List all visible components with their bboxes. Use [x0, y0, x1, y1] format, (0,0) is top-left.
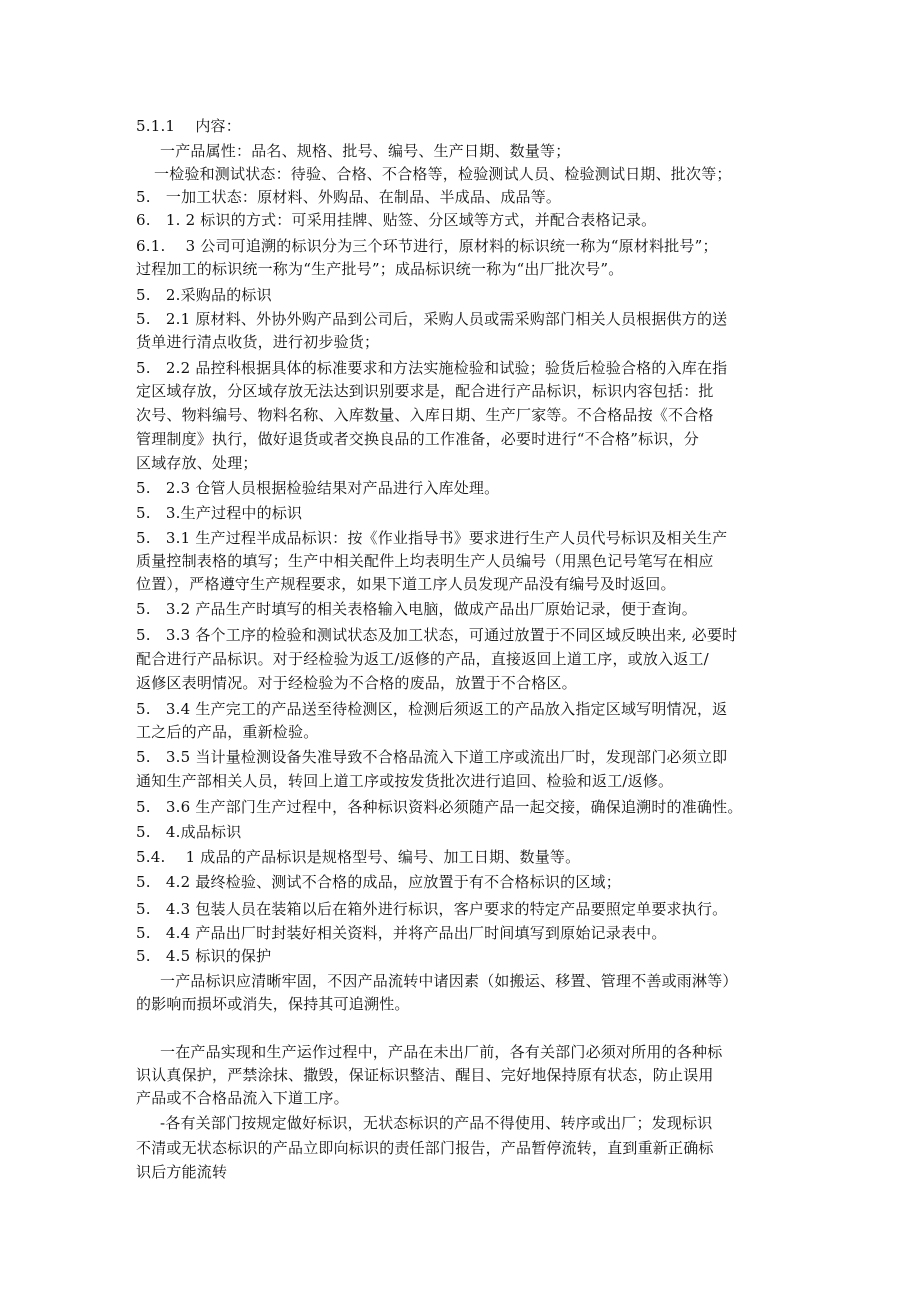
section-heading-5-4: 5. 4.成品标识 — [136, 823, 242, 841]
paragraph-line: 5. 3.6 生产部门生产过程中，各种标识资料必须随产品一起交接，确保追溯时的准确性。 — [136, 798, 743, 816]
paragraph-line: 5. 3.4 生产完工的产品送至待检测区，检测后须返工的产品放入指定区域写明情况，返 — [136, 700, 728, 718]
paragraph-line: 质量控制表格的填写；生产中相关配件上均表明生产人员编号（用黑色记号笔写在相应 — [136, 552, 714, 570]
paragraph-line: 区域存放、处理； — [136, 454, 258, 472]
paragraph-line: 定区域存放，分区域存放无法达到识别要求是，配合进行产品标识，标识内容包括：批 — [136, 382, 714, 400]
section-heading-5-1-1: 5.1.1 内容： — [136, 117, 241, 135]
paragraph-line: 一在产品实现和生产运作过程中，产品在未出厂前，各有关部门必须对所用的各种标 — [160, 1043, 723, 1061]
section-heading-5-3: 5. 3.生产过程中的标识 — [136, 504, 303, 522]
paragraph-line: 工之后的产品，重新检验。 — [136, 723, 319, 741]
paragraph-line: 5.4. 1 成品的产品标识是规格型号、编号、加工日期、数量等。 — [136, 848, 581, 866]
paragraph-line: 配合进行产品标识。对于经检验为返工/返修的产品，直接返回上道工序，或放入返工/ — [136, 650, 709, 668]
paragraph-line: 5. 2.1 原材料、外协外购产品到公司后，采购人员或需采购部门相关人员根据供方的送 — [136, 310, 728, 328]
paragraph-line: 产品或不合格品流入下道工序。 — [136, 1089, 349, 1107]
paragraph-line: 5. 4.3 包装人员在装箱以后在箱外进行标识，客户要求的特定产品要照定单要求执行。 — [136, 900, 728, 918]
paragraph-line: 识后方能流转 — [136, 1163, 228, 1181]
paragraph-line: 一检验和测试状态：待验、合格、不合格等，检验测试人员、检验测试日期、批次等； — [154, 165, 732, 183]
paragraph-line: 位置），严格遵守生产规程要求，如果下道工序人员发现产品没有编号及时返回。 — [136, 575, 676, 593]
paragraph-line: 5. 4.4 产品出厂时封装好相关资料，并将产品出厂时间填写到原始记录表中。 — [136, 924, 667, 942]
paragraph-line: 识认真保护，严禁涂抹、撒毁，保证标识整洁、醒目、完好地保持原有状态，防止误用 — [136, 1066, 714, 1084]
paragraph-line: 货单进行清点收货，进行初步验货； — [136, 333, 380, 351]
paragraph-line: 5. 一加工状态：原材料、外购品、在制品、半成品、成品等。 — [136, 188, 562, 206]
paragraph-line: 5. 3.2 产品生产时填写的相关表格输入电脑，做成产品出厂原始记录，便于查询。 — [136, 600, 697, 618]
paragraph-line: 过程加工的标识统一称为“生产批号”；成品标识统一称为“出厂批次号”。 — [136, 260, 624, 278]
paragraph-line: 返修区表明情况。对于经检验为不合格的废品，放置于不合格区。 — [136, 674, 577, 692]
paragraph-line: 管理制度》执行，做好退货或者交换良品的工作准备，必要时进行“不合格”标识，分 — [136, 430, 699, 448]
paragraph-line: 6. 1. 2 标识的方式：可采用挂牌、贴签、分区域等方式，并配合表格记录。 — [136, 211, 657, 229]
paragraph-line: 5. 3.1 生产过程半成品标识：按《作业指导书》要求进行生产人员代号标识及相关生产 — [136, 529, 728, 547]
section-heading-5-2: 5. 2.采购品的标识 — [136, 286, 272, 304]
paragraph-line: 5. 2.3 仓管人员根据检验结果对产品进行入库处理。 — [136, 479, 500, 497]
paragraph-line: 5. 3.5 当计量检测设备失准导致不合格品流入下道工序或流出厂时，发现部门必须立即 — [136, 748, 728, 766]
paragraph-line: 不清或无状态标识的产品立即向标识的责任部门报告，产品暂停流转，直到重新正确标 — [136, 1139, 714, 1157]
paragraph-line: 的影响而损坏或消失，保持其可追溯性。 — [136, 995, 410, 1013]
paragraph-line: 次号、物料编号、物料名称、入库数量、入库日期、生产厂家等。不合格品按《不合格 — [136, 406, 714, 424]
paragraph-line: 5. 4.2 最终检验、测试不合格的成品，应放置于有不合格标识的区域； — [136, 873, 621, 891]
paragraph-line: 5. 3.3 各个工序的检验和测试状态及加工状态，可通过放置于不同区域反映出来, 必要时 — [136, 626, 738, 644]
paragraph-line: 一产品属性：品名、规格、批号、编号、生产日期、数量等； — [160, 142, 571, 160]
paragraph-line: 5. 2.2 品控科根据具体的标准要求和方法实施检验和试验；验货后检验合格的入库在指 — [136, 359, 728, 377]
paragraph-line: -各有关部门按规定做好标识，无状态标识的产品不得使用、转序或出厂；发现标识 — [160, 1114, 713, 1132]
paragraph-line: 通知生产部相关人员，转回上道工序或按发货批次进行追回、检验和返工/返修。 — [136, 772, 674, 790]
paragraph-line: 6.1. 3 公司可追溯的标识分为三个环节进行，原材料的标识统一称为“原材料批号”； — [136, 237, 718, 255]
paragraph-line: 一产品标识应清晰牢固，不因产品流转中诸因素（如搬运、移置、管理不善或雨淋等） — [160, 972, 738, 990]
section-heading-5-4-5: 5. 4.5 标识的保护 — [136, 947, 272, 965]
